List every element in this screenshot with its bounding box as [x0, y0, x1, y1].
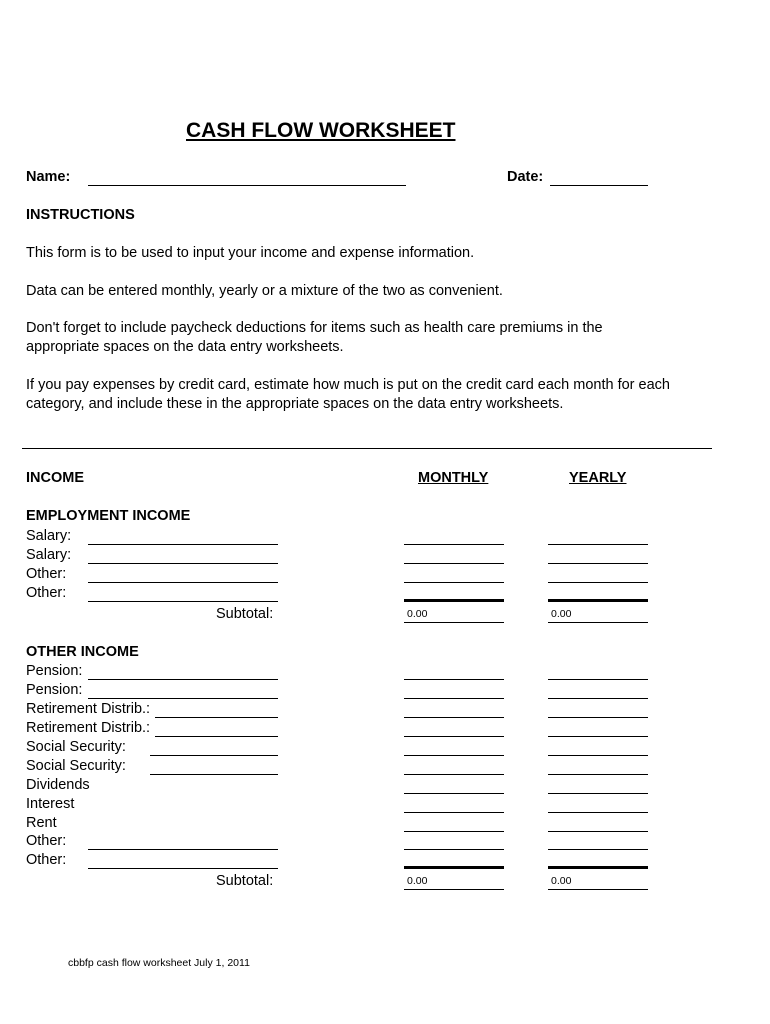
other-income-row-description-field[interactable]	[88, 679, 278, 680]
page-title: CASH FLOW WORKSHEET	[186, 119, 456, 142]
other-income-row-label: Pension:	[26, 682, 83, 698]
other-income-row-label: Dividends	[26, 777, 90, 793]
other-income-row-yearly-field[interactable]	[548, 755, 648, 756]
other-income-row-monthly-field[interactable]	[404, 736, 504, 737]
other-income-row-monthly-field[interactable]	[404, 698, 504, 699]
other-income-row-yearly-field[interactable]	[548, 717, 648, 718]
other-income-row-description-field[interactable]	[150, 755, 278, 756]
employment-row-description-field[interactable]	[88, 544, 278, 545]
income-heading: INCOME	[26, 470, 84, 486]
other-income-row-description-field[interactable]	[88, 698, 278, 699]
employment-row-yearly-field[interactable]	[548, 599, 648, 602]
date-field[interactable]	[550, 185, 648, 186]
page-footer: cbbfp cash flow worksheet July 1, 2011	[68, 957, 250, 969]
other-income-subtotal-yearly-underline	[548, 889, 648, 890]
employment-row-monthly-field[interactable]	[404, 563, 504, 564]
employment-row-description-field[interactable]	[88, 601, 278, 602]
other-income-row-label: Rent	[26, 815, 57, 831]
employment-subtotal-label: Subtotal:	[216, 606, 274, 622]
yearly-column-heading: YEARLY	[569, 470, 627, 486]
other-income-row-yearly-field[interactable]	[548, 849, 648, 850]
employment-subtotal-yearly-underline	[548, 622, 648, 623]
other-income-row-yearly-field[interactable]	[548, 736, 648, 737]
employment-income-heading: EMPLOYMENT INCOME	[26, 508, 191, 524]
other-income-row-monthly-field[interactable]	[404, 866, 504, 869]
employment-row-label: Other:	[26, 585, 67, 601]
instructions-paragraph-3-line-1: Don't forget to include paycheck deductions for items such as health care premiums in the	[26, 320, 603, 336]
other-income-row-label: Retirement Distrib.:	[26, 720, 151, 736]
instructions-paragraph-4-line-1: If you pay expenses by credit card, estimate how much is put on the credit card each month for each	[26, 377, 670, 393]
instructions-paragraph-3-line-2: appropriate spaces on the data entry worksheets.	[26, 339, 344, 355]
other-income-row-label: Retirement Distrib.:	[26, 701, 151, 717]
other-income-heading: OTHER INCOME	[26, 644, 139, 660]
employment-row-description-field[interactable]	[88, 582, 278, 583]
other-income-row-monthly-field[interactable]	[404, 793, 504, 794]
other-income-row-yearly-field[interactable]	[548, 793, 648, 794]
employment-row-description-field[interactable]	[88, 563, 278, 564]
other-income-row-monthly-field[interactable]	[404, 812, 504, 813]
other-income-row-yearly-field[interactable]	[548, 831, 648, 832]
employment-row-label: Other:	[26, 566, 67, 582]
other-income-row-monthly-field[interactable]	[404, 755, 504, 756]
employment-subtotal-monthly: 0.00	[407, 608, 428, 620]
other-income-row-yearly-field[interactable]	[548, 679, 648, 680]
employment-row-yearly-field[interactable]	[548, 544, 648, 545]
other-income-row-label: Social Security:	[26, 758, 126, 774]
other-income-row-label: Interest	[26, 796, 75, 812]
other-income-subtotal-label: Subtotal:	[216, 873, 274, 889]
other-income-row-label: Pension:	[26, 663, 83, 679]
employment-row-yearly-field[interactable]	[548, 563, 648, 564]
instructions-paragraph-4-line-2: category, and include these in the appropriate spaces on the data entry worksheets.	[26, 396, 564, 412]
other-income-row-label: Other:	[26, 833, 67, 849]
other-income-row-yearly-field[interactable]	[548, 698, 648, 699]
other-income-row-yearly-field[interactable]	[548, 866, 648, 869]
other-income-row-yearly-field[interactable]	[548, 812, 648, 813]
other-income-row-monthly-field[interactable]	[404, 679, 504, 680]
date-label: Date:	[507, 169, 544, 185]
section-divider	[22, 448, 712, 449]
other-income-row-monthly-field[interactable]	[404, 717, 504, 718]
other-income-row-monthly-field[interactable]	[404, 774, 504, 775]
employment-row-monthly-field[interactable]	[404, 544, 504, 545]
other-income-subtotal-yearly: 0.00	[551, 875, 572, 887]
other-income-row-yearly-field[interactable]	[548, 774, 648, 775]
name-label: Name:	[26, 169, 71, 185]
instructions-heading: INSTRUCTIONS	[26, 207, 135, 223]
other-income-row-label: Other:	[26, 852, 67, 868]
other-income-subtotal-monthly-underline	[404, 889, 504, 890]
employment-row-monthly-field[interactable]	[404, 582, 504, 583]
other-income-row-description-field[interactable]	[155, 736, 278, 737]
employment-subtotal-monthly-underline	[404, 622, 504, 623]
name-field[interactable]	[88, 185, 406, 186]
other-income-row-monthly-field[interactable]	[404, 849, 504, 850]
other-income-row-description-field[interactable]	[88, 868, 278, 869]
employment-row-monthly-field[interactable]	[404, 599, 504, 602]
instructions-paragraph-1: This form is to be used to input your income and expense information.	[26, 245, 475, 261]
other-income-row-description-field[interactable]	[155, 717, 278, 718]
employment-subtotal-yearly: 0.00	[551, 608, 572, 620]
employment-row-yearly-field[interactable]	[548, 582, 648, 583]
instructions-paragraph-2: Data can be entered monthly, yearly or a mixture of the two as convenient.	[26, 283, 503, 299]
monthly-column-heading: MONTHLY	[418, 470, 489, 486]
other-income-subtotal-monthly: 0.00	[407, 875, 428, 887]
employment-row-label: Salary:	[26, 528, 72, 544]
other-income-row-monthly-field[interactable]	[404, 831, 504, 832]
other-income-row-description-field[interactable]	[88, 849, 278, 850]
other-income-row-description-field[interactable]	[150, 774, 278, 775]
other-income-row-label: Social Security:	[26, 739, 126, 755]
employment-row-label: Salary:	[26, 547, 72, 563]
